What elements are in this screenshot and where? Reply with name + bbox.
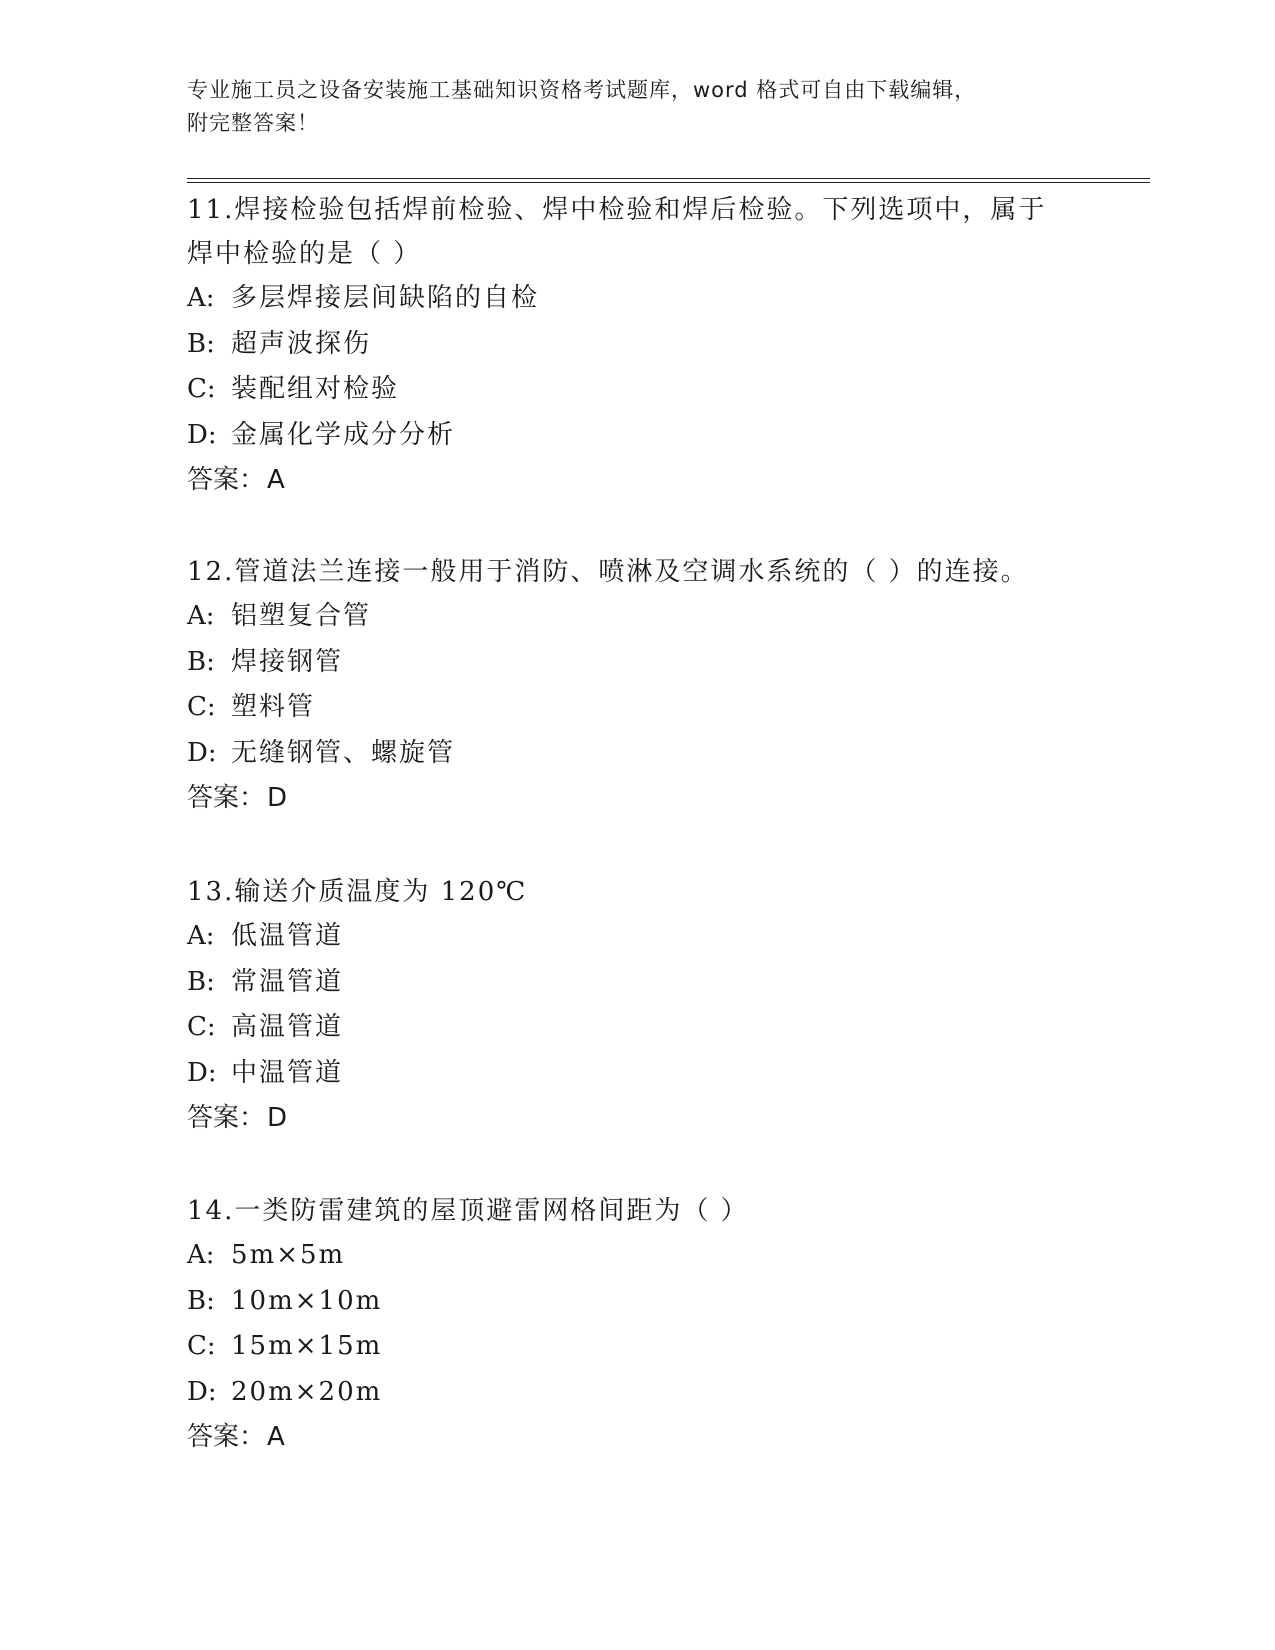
question-11 — [187, 188, 1087, 503]
option-text: 高温管道 — [231, 1012, 344, 1042]
option-letter: C: — [187, 692, 216, 722]
option-c — [187, 367, 1087, 413]
option-text: 无缝钢管、螺旋管 — [231, 737, 456, 768]
answer-value: D — [267, 783, 288, 813]
option-a — [187, 1233, 1087, 1279]
option-letter: C: — [187, 1331, 216, 1361]
header-divider-top — [187, 178, 1150, 179]
option-letter: B: — [187, 646, 215, 677]
question-stem — [187, 870, 1087, 914]
answer-line — [187, 1415, 1087, 1460]
question-stem-line-1: 13.输送介质温度为 120℃ — [187, 877, 528, 907]
option-letter: B: — [187, 328, 215, 359]
question-13 — [187, 870, 1087, 1141]
option-c — [187, 1005, 1087, 1051]
option-b — [187, 322, 1087, 368]
answer-line — [187, 776, 1087, 821]
option-letter: A: — [187, 601, 215, 631]
question-stem — [187, 1189, 1087, 1233]
header-line-1: 专业施工员之设备安装施工基础知识资格考试题库，word 格式可自由下载编辑， — [187, 78, 977, 102]
option-text: 20m×20m — [231, 1376, 383, 1407]
option-letter: A: — [187, 921, 215, 951]
answer-value: A — [267, 1422, 285, 1452]
option-d — [187, 1051, 1087, 1097]
option-text: 铝塑复合管 — [231, 601, 372, 631]
option-b — [187, 640, 1087, 686]
option-text: 焊接钢管 — [231, 646, 344, 677]
option-text: 超声波探伤 — [231, 328, 372, 359]
option-c — [187, 685, 1087, 731]
option-a — [187, 914, 1087, 960]
option-letter: D: — [187, 1057, 217, 1088]
option-text: 中温管道 — [231, 1057, 344, 1088]
option-letter: A: — [187, 1240, 215, 1270]
option-text: 金属化学成分分析 — [231, 419, 456, 450]
option-text: 装配组对检验 — [231, 374, 400, 404]
option-text: 常温管道 — [231, 966, 344, 997]
header-divider-bottom — [187, 182, 1150, 183]
question-stem-line-1: 11.焊接检验包括焊前检验、焊中检验和焊后检验。下列选项中，属于 — [187, 195, 1047, 225]
answer-label: 答案： — [187, 465, 266, 495]
answer-value: A — [267, 465, 285, 495]
answer-line — [187, 458, 1087, 503]
option-text: 15m×15m — [231, 1331, 383, 1361]
option-letter: A: — [187, 283, 215, 313]
option-letter: C: — [187, 374, 216, 404]
answer-value: D — [267, 1103, 288, 1133]
option-text: 5m×5m — [231, 1240, 346, 1270]
question-stem-line-1: 12.管道法兰连接一般用于消防、喷淋及空调水系统的（ ）的连接。 — [187, 557, 1029, 587]
option-b — [187, 1279, 1087, 1325]
answer-label: 答案： — [187, 1103, 266, 1133]
question-stem — [187, 550, 1087, 594]
option-letter: D: — [187, 737, 217, 768]
option-text: 低温管道 — [231, 921, 344, 951]
option-a — [187, 276, 1087, 322]
option-letter: B: — [187, 1285, 215, 1316]
option-d — [187, 413, 1087, 459]
document-header — [187, 74, 1067, 140]
option-text: 多层焊接层间缺陷的自检 — [231, 283, 540, 313]
question-14 — [187, 1189, 1087, 1460]
option-letter: C: — [187, 1012, 216, 1042]
option-d — [187, 731, 1087, 777]
option-text: 10m×10m — [231, 1285, 383, 1316]
option-text: 塑料管 — [231, 692, 316, 722]
answer-line — [187, 1096, 1087, 1141]
option-letter: D: — [187, 1376, 217, 1407]
option-d — [187, 1370, 1087, 1416]
question-12 — [187, 550, 1087, 821]
question-stem — [187, 188, 1087, 276]
answer-label: 答案： — [187, 1422, 266, 1452]
option-c — [187, 1324, 1087, 1370]
answer-label: 答案： — [187, 783, 266, 813]
question-stem-line-2: 焊中检验的是（ ） — [187, 239, 422, 269]
option-letter: D: — [187, 419, 217, 450]
header-line-2: 附完整答案！ — [187, 111, 319, 135]
question-stem-line-1: 14.一类防雷建筑的屋顶避雷网格间距为（ ） — [187, 1196, 749, 1226]
option-a — [187, 594, 1087, 640]
option-letter: B: — [187, 966, 215, 997]
option-b — [187, 960, 1087, 1006]
